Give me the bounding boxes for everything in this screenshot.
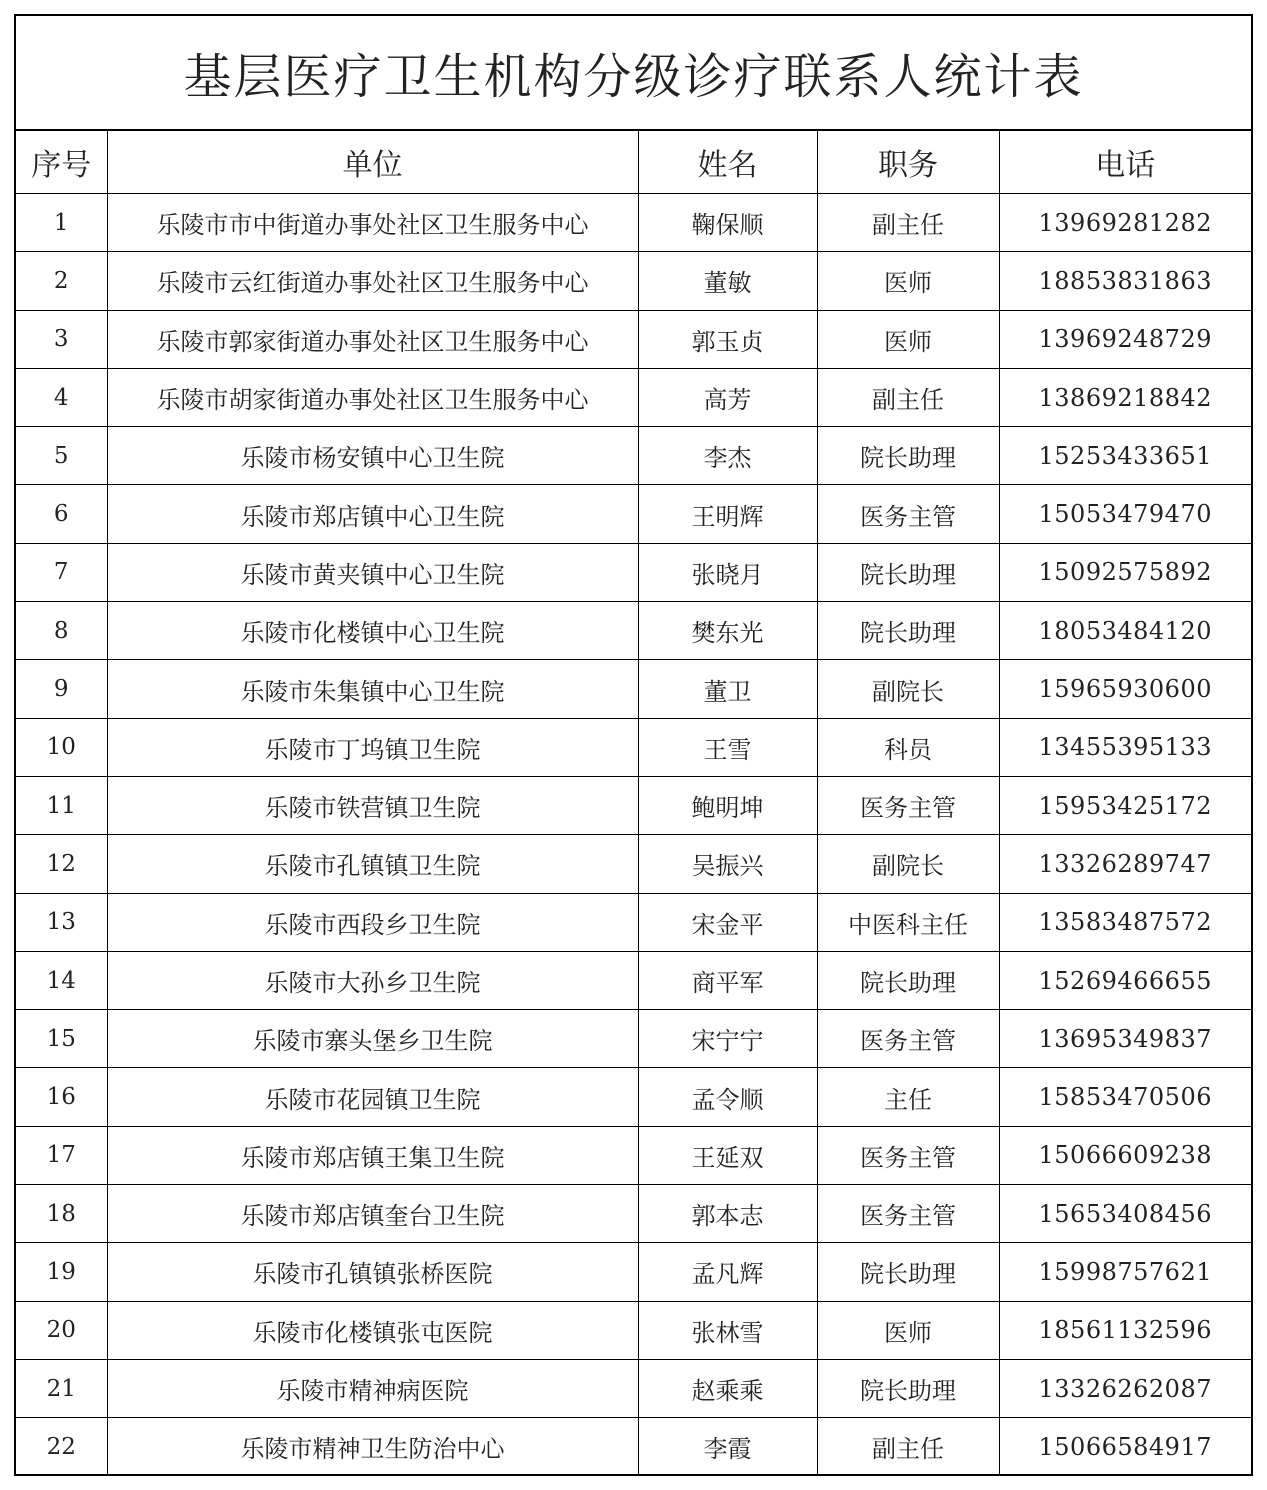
- cell-seq: 10: [16, 718, 107, 776]
- cell-name: 赵乘乘: [638, 1359, 817, 1417]
- column-header-phone: 电话: [999, 131, 1251, 194]
- cell-name: 郭本志: [638, 1185, 817, 1243]
- cell-unit: 乐陵市郭家街道办事处社区卫生服务中心: [107, 310, 638, 368]
- table-row: [16, 1418, 1251, 1476]
- cell-name: 李霞: [638, 1418, 817, 1476]
- cell-position: 医师: [817, 310, 999, 368]
- cell-unit: 乐陵市郑店镇中心卫生院: [107, 485, 638, 543]
- cell-unit: 乐陵市朱集镇中心卫生院: [107, 660, 638, 718]
- cell-position: 医师: [817, 252, 999, 310]
- cell-phone: 15092575892: [999, 543, 1251, 601]
- cell-phone: 13583487572: [999, 893, 1251, 951]
- cell-phone: 15965930600: [999, 660, 1251, 718]
- cell-seq: 6: [16, 485, 107, 543]
- cell-unit: 乐陵市铁营镇卫生院: [107, 776, 638, 834]
- cell-phone: 13969248729: [999, 310, 1251, 368]
- cell-unit: 乐陵市精神卫生防治中心: [107, 1418, 638, 1476]
- cell-name: 宋金平: [638, 893, 817, 951]
- cell-position: 科员: [817, 718, 999, 776]
- cell-seq: 3: [16, 310, 107, 368]
- cell-position: 医务主管: [817, 1185, 999, 1243]
- table-row: [16, 1185, 1251, 1243]
- cell-unit: 乐陵市丁坞镇卫生院: [107, 718, 638, 776]
- cell-position: 副主任: [817, 194, 999, 252]
- cell-position: 医务主管: [817, 1126, 999, 1184]
- cell-name: 张林雪: [638, 1301, 817, 1359]
- table-row: [16, 1243, 1251, 1301]
- cell-name: 董卫: [638, 660, 817, 718]
- contact-table-sheet: [14, 14, 1253, 1476]
- cell-seq: 7: [16, 543, 107, 601]
- cell-position: 院长助理: [817, 543, 999, 601]
- cell-name: 高芳: [638, 368, 817, 426]
- cell-phone: 15998757621: [999, 1243, 1251, 1301]
- cell-phone: 15853470506: [999, 1068, 1251, 1126]
- table-row: [16, 718, 1251, 776]
- cell-unit: 乐陵市精神病医院: [107, 1359, 638, 1417]
- cell-phone: 13969281282: [999, 194, 1251, 252]
- cell-phone: 18561132596: [999, 1301, 1251, 1359]
- cell-name: 郭玉贞: [638, 310, 817, 368]
- cell-name: 王延双: [638, 1126, 817, 1184]
- cell-seq: 21: [16, 1359, 107, 1417]
- cell-unit: 乐陵市化楼镇中心卫生院: [107, 602, 638, 660]
- cell-name: 宋宁宁: [638, 1010, 817, 1068]
- cell-seq: 22: [16, 1418, 107, 1476]
- column-header-position: 职务: [817, 131, 999, 194]
- page-title: 基层医疗卫生机构分级诊疗联系人统计表: [16, 16, 1251, 131]
- cell-position: 主任: [817, 1068, 999, 1126]
- cell-position: 副院长: [817, 660, 999, 718]
- cell-position: 医师: [817, 1301, 999, 1359]
- cell-phone: 15066584917: [1038, 1432, 1212, 1461]
- cell-name: 张晓月: [638, 543, 817, 601]
- cell-name: 王雪: [638, 718, 817, 776]
- cell-phone: 13326289747: [999, 835, 1251, 893]
- table-row: [16, 602, 1251, 660]
- table-row: [16, 1126, 1251, 1184]
- cell-seq: 14: [16, 951, 107, 1009]
- table-row: [16, 310, 1251, 368]
- cell-unit: 乐陵市杨安镇中心卫生院: [107, 427, 638, 485]
- cell-unit: 乐陵市胡家街道办事处社区卫生服务中心: [107, 368, 638, 426]
- cell-phone: 18053484120: [999, 602, 1251, 660]
- table-row: [16, 543, 1251, 601]
- cell-phone: 15066609238: [999, 1126, 1251, 1184]
- table-row: [16, 1010, 1251, 1068]
- cell-name: 王明辉: [638, 485, 817, 543]
- cell-seq: 18: [16, 1185, 107, 1243]
- table-row: [16, 893, 1251, 951]
- cell-unit: 乐陵市化楼镇张屯医院: [107, 1301, 638, 1359]
- cell-seq: 8: [16, 602, 107, 660]
- cell-position: 副主任: [817, 368, 999, 426]
- cell-phone: 13695349837: [999, 1010, 1251, 1068]
- cell-position: 医务主管: [817, 776, 999, 834]
- cell-unit: 乐陵市花园镇卫生院: [107, 1068, 638, 1126]
- cell-phone: 15953425172: [999, 776, 1251, 834]
- cell-phone: 15253433651: [999, 427, 1251, 485]
- table-row: [16, 485, 1251, 543]
- cell-position: 中医科主任: [817, 893, 999, 951]
- cell-name: 董敏: [638, 252, 817, 310]
- cell-phone: 13326262087: [999, 1359, 1251, 1417]
- cell-position: 院长助理: [817, 1243, 999, 1301]
- table-row: [16, 1068, 1251, 1126]
- cell-phone: 15653408456: [999, 1185, 1251, 1243]
- cell-name: 孟凡辉: [638, 1243, 817, 1301]
- cell-phone: 15269466655: [999, 951, 1251, 1009]
- cell-unit: 乐陵市郑店镇王集卫生院: [107, 1126, 638, 1184]
- cell-unit: 乐陵市市中街道办事处社区卫生服务中心: [107, 194, 638, 252]
- table-row: [16, 1359, 1251, 1417]
- column-header-name: 姓名: [638, 131, 817, 194]
- cell-unit: 乐陵市孔镇镇卫生院: [107, 835, 638, 893]
- table-row: [16, 368, 1251, 426]
- column-header-unit: 单位: [107, 131, 638, 194]
- cell-seq: 16: [16, 1068, 107, 1126]
- cell-position: 医务主管: [817, 1010, 999, 1068]
- cell-unit: 乐陵市大孙乡卫生院: [107, 951, 638, 1009]
- cell-seq: 2: [16, 252, 107, 310]
- cell-name: 李杰: [638, 427, 817, 485]
- contact-table: [16, 131, 1251, 1476]
- cell-seq: 20: [16, 1301, 107, 1359]
- table-row: [16, 194, 1251, 252]
- cell-seq: 17: [16, 1126, 107, 1184]
- table-row: [16, 1301, 1251, 1359]
- cell-name: 鲍明坤: [638, 776, 817, 834]
- table-row: [16, 951, 1251, 1009]
- table-row: [16, 835, 1251, 893]
- cell-seq: 11: [16, 776, 107, 834]
- cell-position: 医务主管: [817, 485, 999, 543]
- cell-unit: 乐陵市云红街道办事处社区卫生服务中心: [107, 252, 638, 310]
- cell-phone: 15053479470: [999, 485, 1251, 543]
- cell-name: 鞠保顺: [638, 194, 817, 252]
- cell-seq: 19: [16, 1243, 107, 1301]
- cell-seq: 12: [16, 835, 107, 893]
- cell-seq: 15: [16, 1010, 107, 1068]
- cell-name: 吴振兴: [638, 835, 817, 893]
- cell-phone: 13869218842: [999, 368, 1251, 426]
- cell-name: 樊东光: [638, 602, 817, 660]
- cell-seq: 5: [16, 427, 107, 485]
- cell-position: 院长助理: [817, 951, 999, 1009]
- table-row: [16, 776, 1251, 834]
- cell-unit: 乐陵市寨头堡乡卫生院: [107, 1010, 638, 1068]
- cell-unit: 乐陵市西段乡卫生院: [107, 893, 638, 951]
- table-row: [16, 660, 1251, 718]
- column-header-seq: 序号: [16, 131, 107, 194]
- cell-name: 商平军: [638, 951, 817, 1009]
- table-row: [16, 252, 1251, 310]
- cell-seq: 13: [16, 893, 107, 951]
- cell-name: 孟令顺: [638, 1068, 817, 1126]
- cell-position: 副主任: [817, 1418, 999, 1476]
- cell-position: 副院长: [817, 835, 999, 893]
- cell-unit: 乐陵市黄夹镇中心卫生院: [107, 543, 638, 601]
- cell-position: 院长助理: [817, 427, 999, 485]
- table-body: [16, 194, 1251, 1476]
- cell-phone: 18853831863: [999, 252, 1251, 310]
- cell-seq: 1: [16, 194, 107, 252]
- cell-seq: 4: [16, 368, 107, 426]
- cell-phone: 13455395133: [999, 718, 1251, 776]
- cell-seq: 9: [16, 660, 107, 718]
- cell-position: 院长助理: [817, 1359, 999, 1417]
- cell-position: 院长助理: [817, 602, 999, 660]
- cell-unit: 乐陵市孔镇镇张桥医院: [107, 1243, 638, 1301]
- table-row: [16, 427, 1251, 485]
- table-header-row: [16, 131, 1251, 194]
- cell-unit: 乐陵市郑店镇奎台卫生院: [107, 1185, 638, 1243]
